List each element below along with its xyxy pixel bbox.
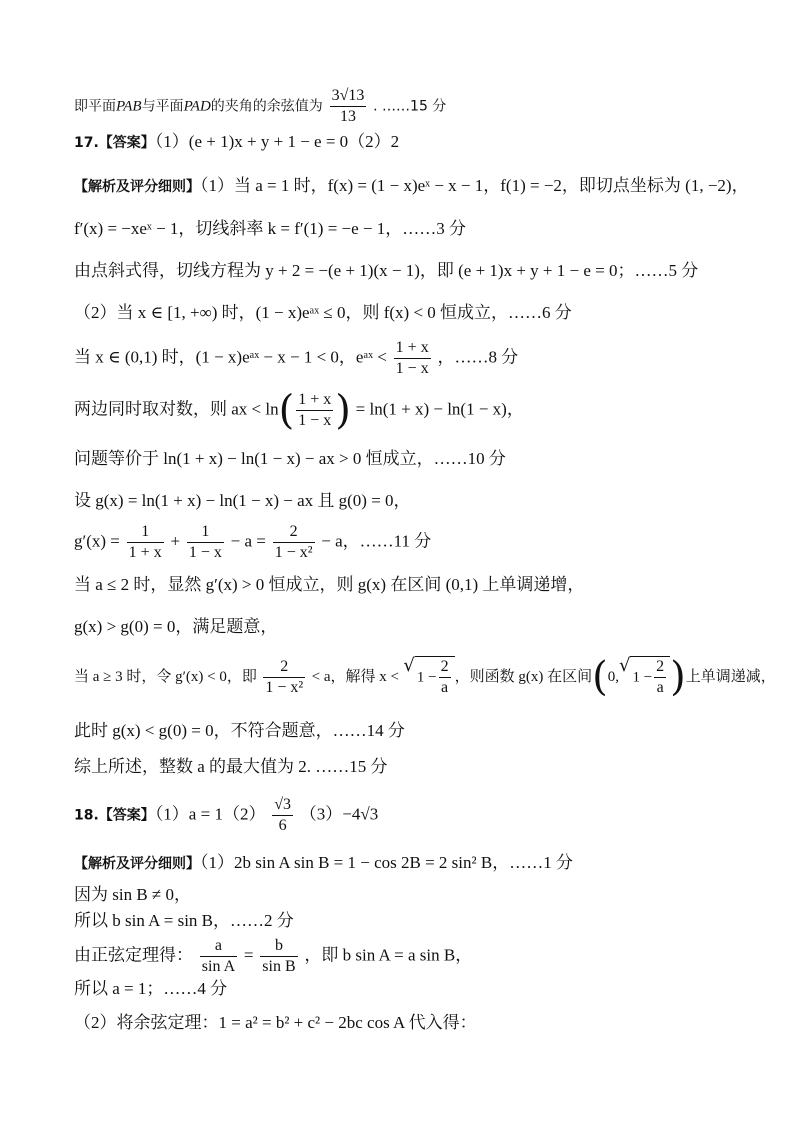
text: ，……8 分 xyxy=(437,347,519,367)
text: = xyxy=(243,945,254,965)
square-root: √ 1 − $\frac{2}{a}$ xyxy=(619,656,670,698)
q17-line-2 xyxy=(74,218,466,240)
numerator: 3√13 xyxy=(330,86,367,107)
analysis-label: 【解析及评分细则】 xyxy=(74,856,200,872)
text: （1）当 a = 1 时，f(x) = (1 − x)eˣ − x − 1，f(1) = −2，即切点坐标为 (1, −2)， xyxy=(200,176,749,195)
text: f′(x) = −xeˣ − 1，切线斜率 k = f′(1) = −e − 1，……3 分 xyxy=(74,219,467,238)
denominator: 1 + x xyxy=(128,544,162,561)
q17-line-9 xyxy=(74,522,431,563)
fraction xyxy=(330,86,367,127)
text: 当 x ∈ (0,1) 时，(1 − x)eᵃˣ − x − 1 < 0，eᵃˣ < xyxy=(74,347,387,367)
q17-line-13 xyxy=(74,720,405,742)
text: + xyxy=(170,531,181,551)
denominator: 1 − x xyxy=(188,544,222,561)
q17-analysis-1 xyxy=(74,175,749,198)
question-number: 18.【答案】 xyxy=(74,807,155,824)
denominator: 13 xyxy=(339,108,356,125)
q17-line-12: 当 a ≥ 3 时，令 g′(x) < 0，即 $\frac{2}{\text{1 − x²}}$ < a，解得 x < √ 1 − $\frac{2}{a}$ ，则函数 g(x) 在区间(0, √ 1 − $\frac{2}{a}$ )上单调递减， xyxy=(74,654,776,700)
text: < a，解得 x < xyxy=(311,669,399,685)
numerator: 1 + x xyxy=(296,390,333,411)
q18-line-4 xyxy=(74,936,472,977)
text: g(x) > g(0) = 0，满足题意， xyxy=(74,617,278,636)
text: 综上所述，整数 a 的最大值为 2. ……15 分 xyxy=(74,757,388,776)
text: 1 − xyxy=(416,669,437,686)
numerator: a xyxy=(200,936,237,957)
var: PAD xyxy=(183,98,211,115)
fraction xyxy=(654,657,666,698)
numerator: 2 xyxy=(263,657,305,678)
text: 所以 b sin A = sin B，……2 分 xyxy=(74,911,294,930)
q17-line-3 xyxy=(74,260,698,282)
q17-line-11 xyxy=(74,616,277,638)
denominator: sin B xyxy=(262,958,296,975)
denominator: 1 − x xyxy=(298,412,332,429)
text: 当 a ≥ 3 时，令 g′(x) < 0，即 xyxy=(74,669,257,685)
text: 设 g(x) = ln(1 + x) − ln(1 − x) − ax 且 g(0) = 0， xyxy=(74,491,411,510)
text: ，即 b sin A = a sin B， xyxy=(304,945,473,965)
text: （3）−4√3 xyxy=(299,804,379,824)
text: − a，……11 分 xyxy=(321,531,432,551)
text: ，则函数 g(x) 在区间 xyxy=(454,669,593,685)
fraction xyxy=(439,657,451,698)
answer-text: （1）(e + 1)x + y + 1 − e = 0（2）2 xyxy=(154,132,400,151)
q17-line-7 xyxy=(74,448,506,470)
fraction xyxy=(394,338,431,379)
q17-line-6: 两边同时取对数，则 ax < ln( $\frac{1 + x}{1 - x}$ ) = ln(1 + x) − ln(1 − x)， xyxy=(74,387,524,434)
var: PAB xyxy=(116,98,142,115)
q18-answer xyxy=(74,795,378,836)
q18-line-6 xyxy=(74,1012,477,1034)
score: . ……15 分 xyxy=(373,98,447,115)
text: （2）将余弦定理：1 = a² = b² + c² − 2bc cos A 代入得： xyxy=(74,1013,477,1032)
numerator: 2 xyxy=(654,657,666,678)
q17-line-10 xyxy=(74,574,584,596)
square-root: √ 1 − $\frac{2}{a}$ xyxy=(403,656,454,698)
text: 即平面 xyxy=(74,98,116,115)
fraction xyxy=(273,522,315,563)
fraction xyxy=(296,390,333,431)
text: 当 a ≤ 2 时，显然 g′(x) > 0 恒成立，则 g(x) 在区间 (0,1) 上单调递增， xyxy=(74,575,585,594)
fraction xyxy=(263,657,305,698)
text: − a = xyxy=(230,531,266,551)
text: 此时 g(x) < g(0) = 0，不符合题意，……14 分 xyxy=(74,721,405,740)
denominator: 1 − x² xyxy=(265,678,304,696)
denominator: a xyxy=(656,679,664,696)
q18-analysis-1 xyxy=(74,852,573,875)
text: 所以 a = 1；……4 分 xyxy=(74,979,228,998)
numerator: b xyxy=(260,936,297,957)
numerator: 1 xyxy=(127,522,164,543)
fraction xyxy=(260,936,297,977)
text: g′(x) = xyxy=(74,531,120,551)
fraction xyxy=(127,522,164,563)
text: 因为 sin B ≠ 0， xyxy=(74,885,192,904)
text: （1）2b sin A sin B = 1 − cos 2B = 2 sin² B，……1 分 xyxy=(200,853,573,872)
q17-line-8 xyxy=(74,490,411,512)
text: 与平面 xyxy=(141,98,184,115)
text: 上单调递减， xyxy=(685,669,776,685)
question-number: 17.【答案】 xyxy=(74,135,155,151)
q18-line-5 xyxy=(74,978,227,1000)
numerator: √3 xyxy=(272,795,293,816)
q17-line-14 xyxy=(74,756,388,778)
analysis-label: 【解析及评分细则】 xyxy=(74,179,200,195)
q18-line-2 xyxy=(74,884,191,906)
text: 1 − xyxy=(632,669,653,686)
fraction xyxy=(200,936,237,977)
q17-answer xyxy=(74,131,399,154)
line-cosine-result xyxy=(74,86,446,127)
fraction xyxy=(187,522,224,563)
text: 问题等价于 ln(1 + x) − ln(1 − x) − ax > 0 恒成立，……10 分 xyxy=(74,449,506,468)
numerator: 1 xyxy=(187,522,224,543)
q17-line-5 xyxy=(74,338,518,379)
denominator: 1 − x² xyxy=(274,544,313,561)
numerator: 2 xyxy=(439,657,451,678)
text: （2）当 x ∈ [1, +∞) 时，(1 − x)eᵃˣ ≤ 0，则 f(x) < 0 恒成立，……6 分 xyxy=(74,303,572,322)
numerator: 2 xyxy=(273,522,315,543)
text: 的夹角的余弦值为 xyxy=(210,98,323,115)
denominator: 1 − x xyxy=(395,360,429,377)
text: 两边同时取对数，则 ax < ln xyxy=(74,399,279,419)
fraction xyxy=(272,795,293,836)
text: 由点斜式得，切线方程为 y + 2 = −(e + 1)(x − 1)，即 (e + 1)x + y + 1 − e = 0；……5 分 xyxy=(74,261,699,280)
numerator: 1 + x xyxy=(394,338,431,359)
text: （1）a = 1（2） xyxy=(154,804,266,824)
text: 0, xyxy=(607,669,619,685)
text: = ln(1 + x) − ln(1 − x)， xyxy=(355,399,524,419)
denominator: sin A xyxy=(201,958,236,975)
denominator: a xyxy=(441,679,449,696)
q17-line-4 xyxy=(74,302,572,324)
text: 由正弦定理得： xyxy=(74,945,193,965)
q18-line-3 xyxy=(74,910,294,932)
denominator: 6 xyxy=(278,817,287,834)
